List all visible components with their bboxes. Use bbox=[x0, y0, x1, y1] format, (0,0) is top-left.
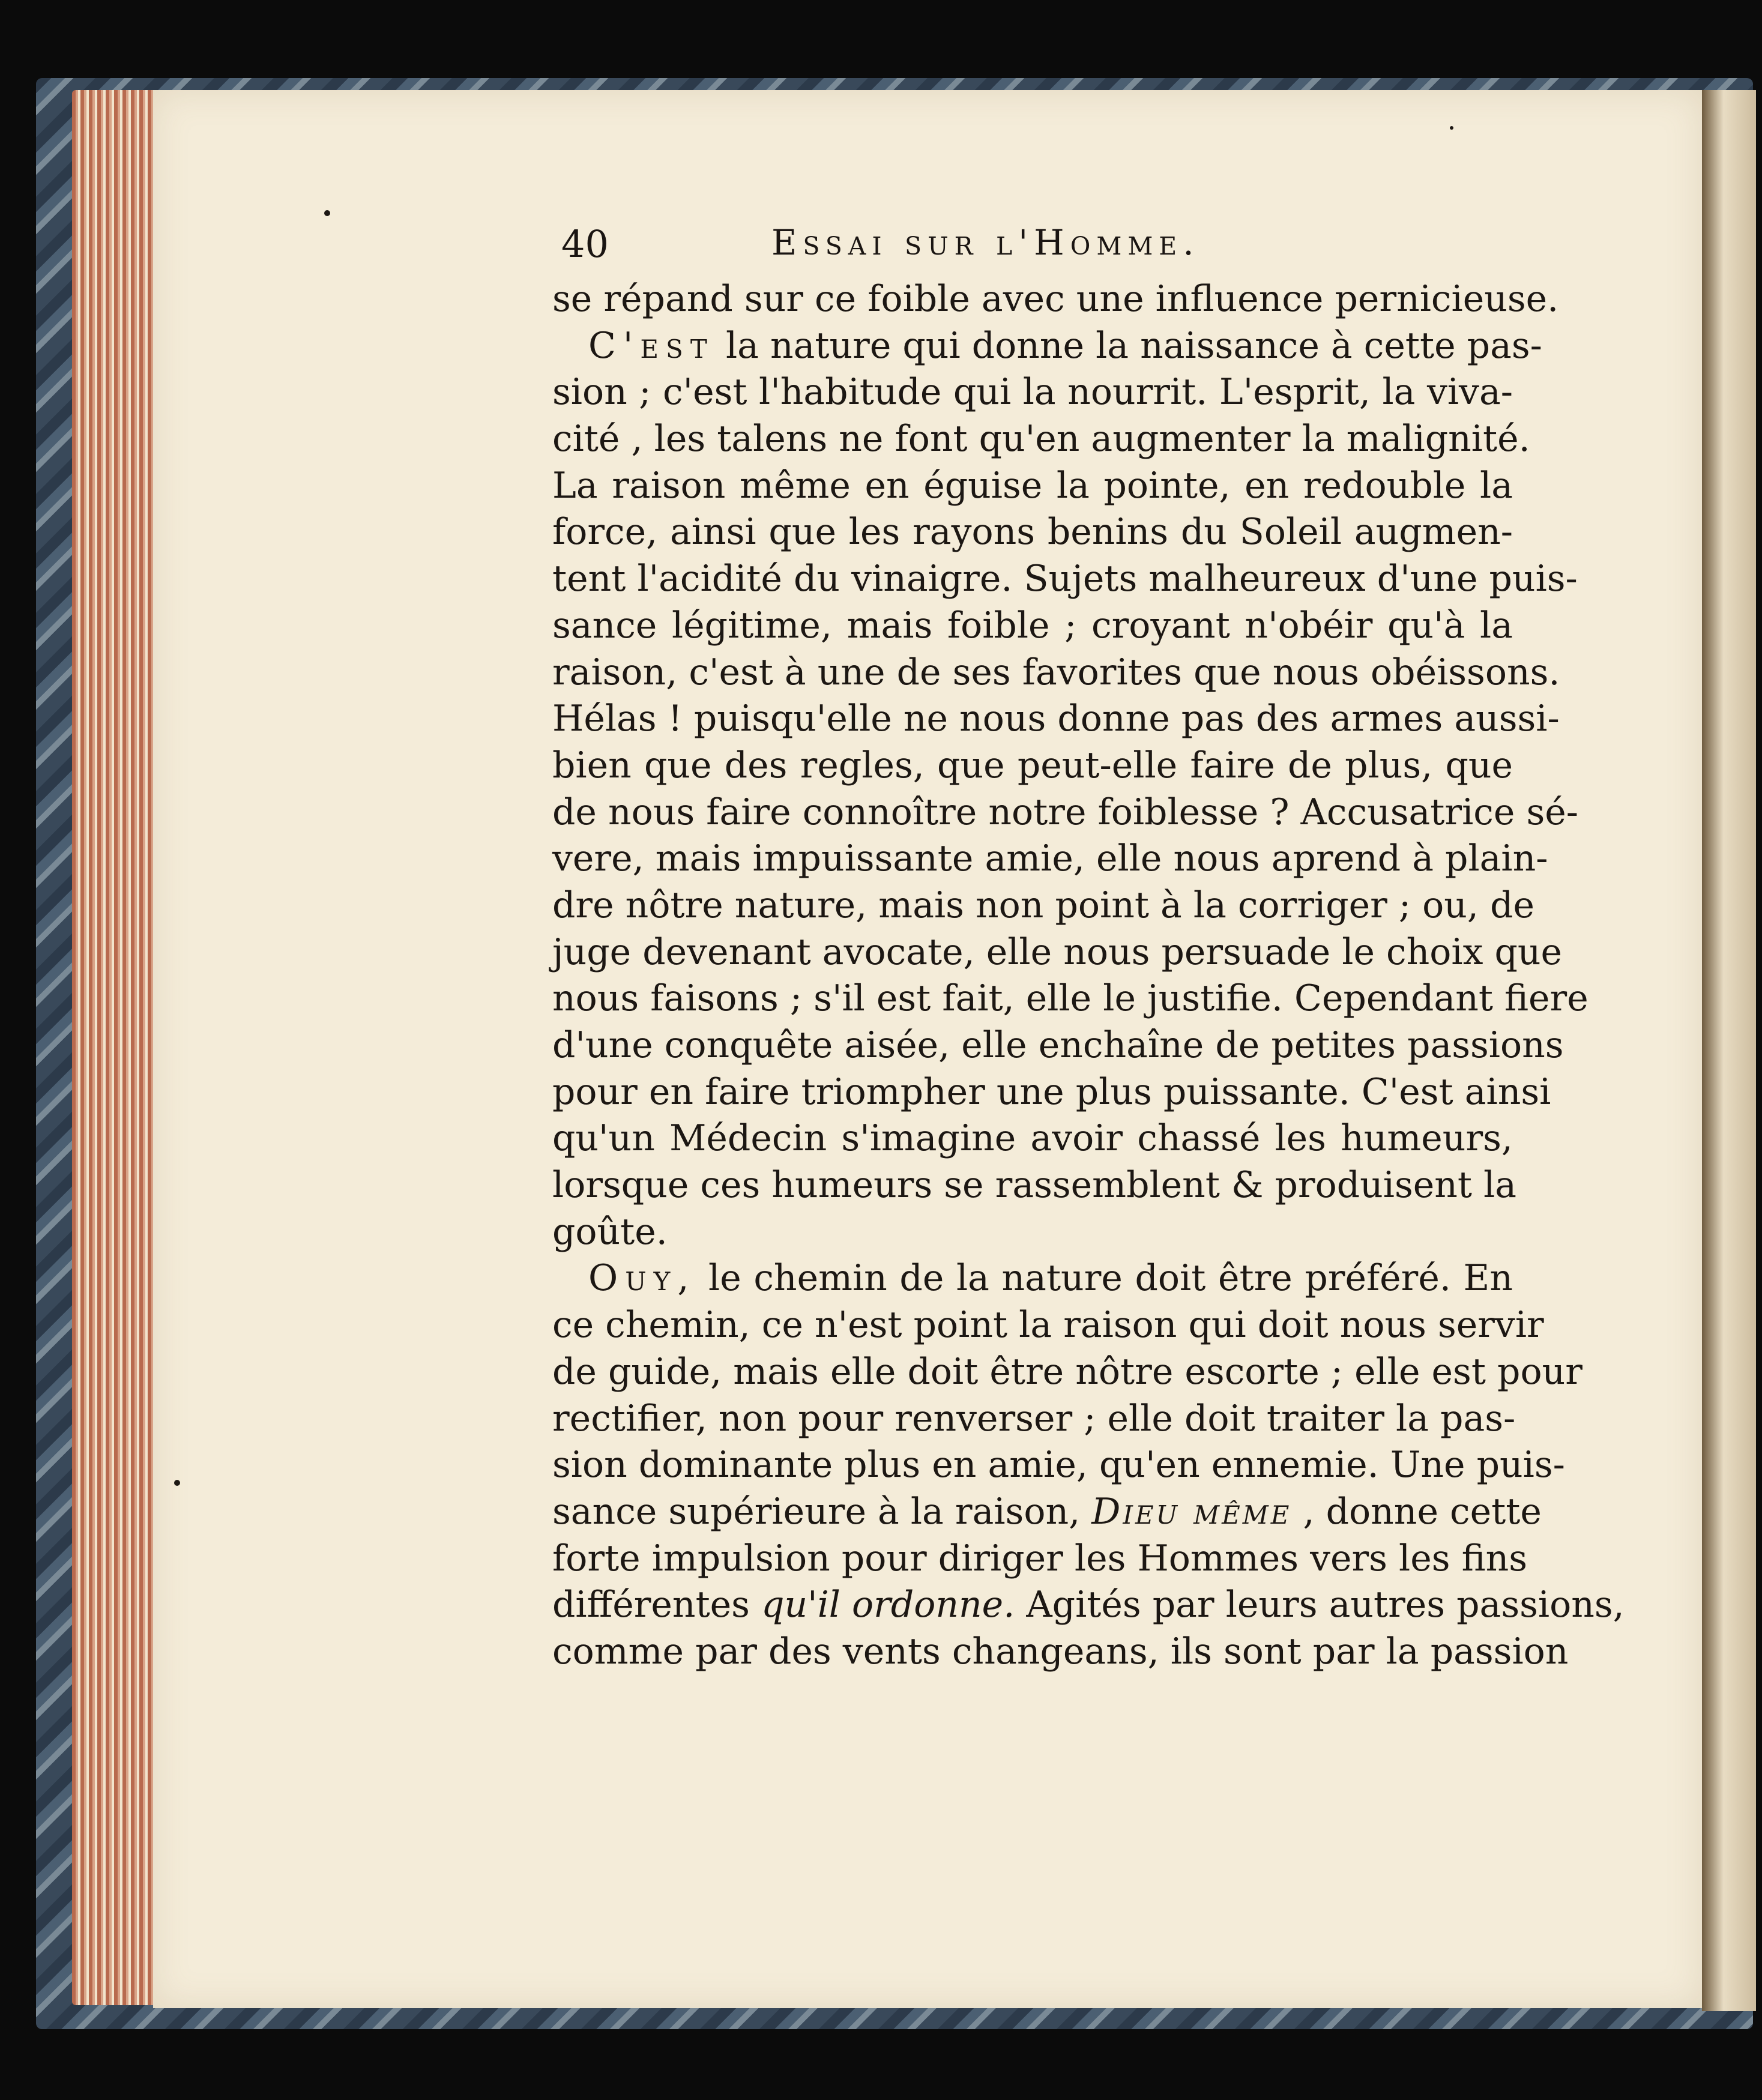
text-line: d'une conquête aisée, elle enchaîne de petites passions bbox=[552, 1024, 1564, 1066]
text-line: sance légitime, mais foible ; croyant n'obéir qu'à la bbox=[552, 604, 1513, 647]
text-fragment: , donne cette bbox=[1303, 1490, 1542, 1533]
page-title: Essai sur l'Homme. bbox=[771, 222, 1200, 263]
text-line: de guide, mais elle doit être nôtre escorte ; elle est pour bbox=[552, 1350, 1582, 1393]
text-line: sion ; c'est l'habitude qui la nourrit. L'esprit, la viva- bbox=[552, 371, 1513, 414]
running-head bbox=[561, 222, 1342, 276]
text-line: qu'un Médecin s'imagine avoir chassé les humeurs, bbox=[552, 1117, 1513, 1160]
initial-words: C'est bbox=[588, 324, 714, 367]
text-line: ce chemin, ce n'est point la raison qui doit nous servir bbox=[552, 1304, 1544, 1347]
text-line: raison, c'est à une de ses favorites que nous obéissons. bbox=[552, 651, 1560, 693]
text-line bbox=[552, 323, 1542, 370]
text-fragment: Agités par leurs autres passions, bbox=[1026, 1584, 1625, 1626]
text-line: forte impulsion pour diriger les Hommes vers les fins bbox=[552, 1537, 1528, 1580]
text-fragment: sance supérieure à la raison, bbox=[552, 1490, 1081, 1533]
text-line: lorsque ces humeurs se rassemblent & produisent la bbox=[552, 1164, 1517, 1207]
text-line: comme par des vents changeans, ils sont par la passion bbox=[552, 1630, 1569, 1673]
text-fragment: la nature qui donne la naissance à cette pas- bbox=[725, 324, 1542, 367]
text-line: cité , les talens ne font qu'en augmenter la malignité. bbox=[552, 418, 1530, 460]
text-line: nous faisons ; s'il est fait, elle le justifie. Cependant fiere bbox=[552, 977, 1589, 1020]
initial-words: Ouy, bbox=[588, 1257, 696, 1300]
text-line: Hélas ! puisqu'elle ne nous donne pas des armes aussi- bbox=[552, 698, 1560, 740]
text-line bbox=[552, 1489, 1542, 1536]
text-line: juge devenant avocate, elle nous persuade le choix que bbox=[552, 931, 1563, 973]
text-line: rectifier, non pour renverser ; elle doit traiter la pas- bbox=[552, 1397, 1516, 1440]
text-line: se répand sur ce foible avec une influence pernicieuse. bbox=[552, 278, 1559, 320]
text-line: force, ainsi que les rayons benins du Soleil augmen- bbox=[552, 511, 1513, 554]
italic-emphasis: Dieu même bbox=[1091, 1490, 1292, 1533]
text-line: goûte. bbox=[552, 1210, 668, 1253]
text-line bbox=[552, 1255, 1513, 1302]
text-line: dre nôtre nature, mais non point à la corriger ; ou, de bbox=[552, 884, 1534, 926]
ink-speck bbox=[324, 210, 330, 216]
text-line: pour en faire triompher une plus puissante. C'est ainsi bbox=[552, 1070, 1551, 1113]
body-text bbox=[552, 276, 1625, 1676]
text-fragment: différentes bbox=[552, 1584, 750, 1626]
ink-speck bbox=[174, 1480, 180, 1486]
text-line bbox=[552, 1582, 1625, 1629]
ink-speck bbox=[1450, 126, 1453, 130]
text-fragment: le chemin de la nature doit être préféré. En bbox=[708, 1257, 1513, 1300]
text-line: sion dominante plus en amie, qu'en ennemie. Une puis- bbox=[552, 1444, 1565, 1486]
text-line: vere, mais impuissante amie, elle nous aprend à plain- bbox=[552, 837, 1548, 880]
page-number: 40 bbox=[561, 222, 609, 266]
facing-page-edge bbox=[1702, 90, 1756, 2011]
text-line: de nous faire connoître notre foiblesse ? Accusatrice sé- bbox=[552, 791, 1579, 833]
text-line: bien que des regles, que peut-elle faire de plus, que bbox=[552, 744, 1513, 786]
text-line: La raison même en éguise la pointe, en redouble la bbox=[552, 464, 1513, 507]
italic-emphasis: qu'il ordonne. bbox=[761, 1584, 1015, 1626]
text-line: tent l'acidité du vinaigre. Sujets malheureux d'une puis- bbox=[552, 558, 1578, 600]
